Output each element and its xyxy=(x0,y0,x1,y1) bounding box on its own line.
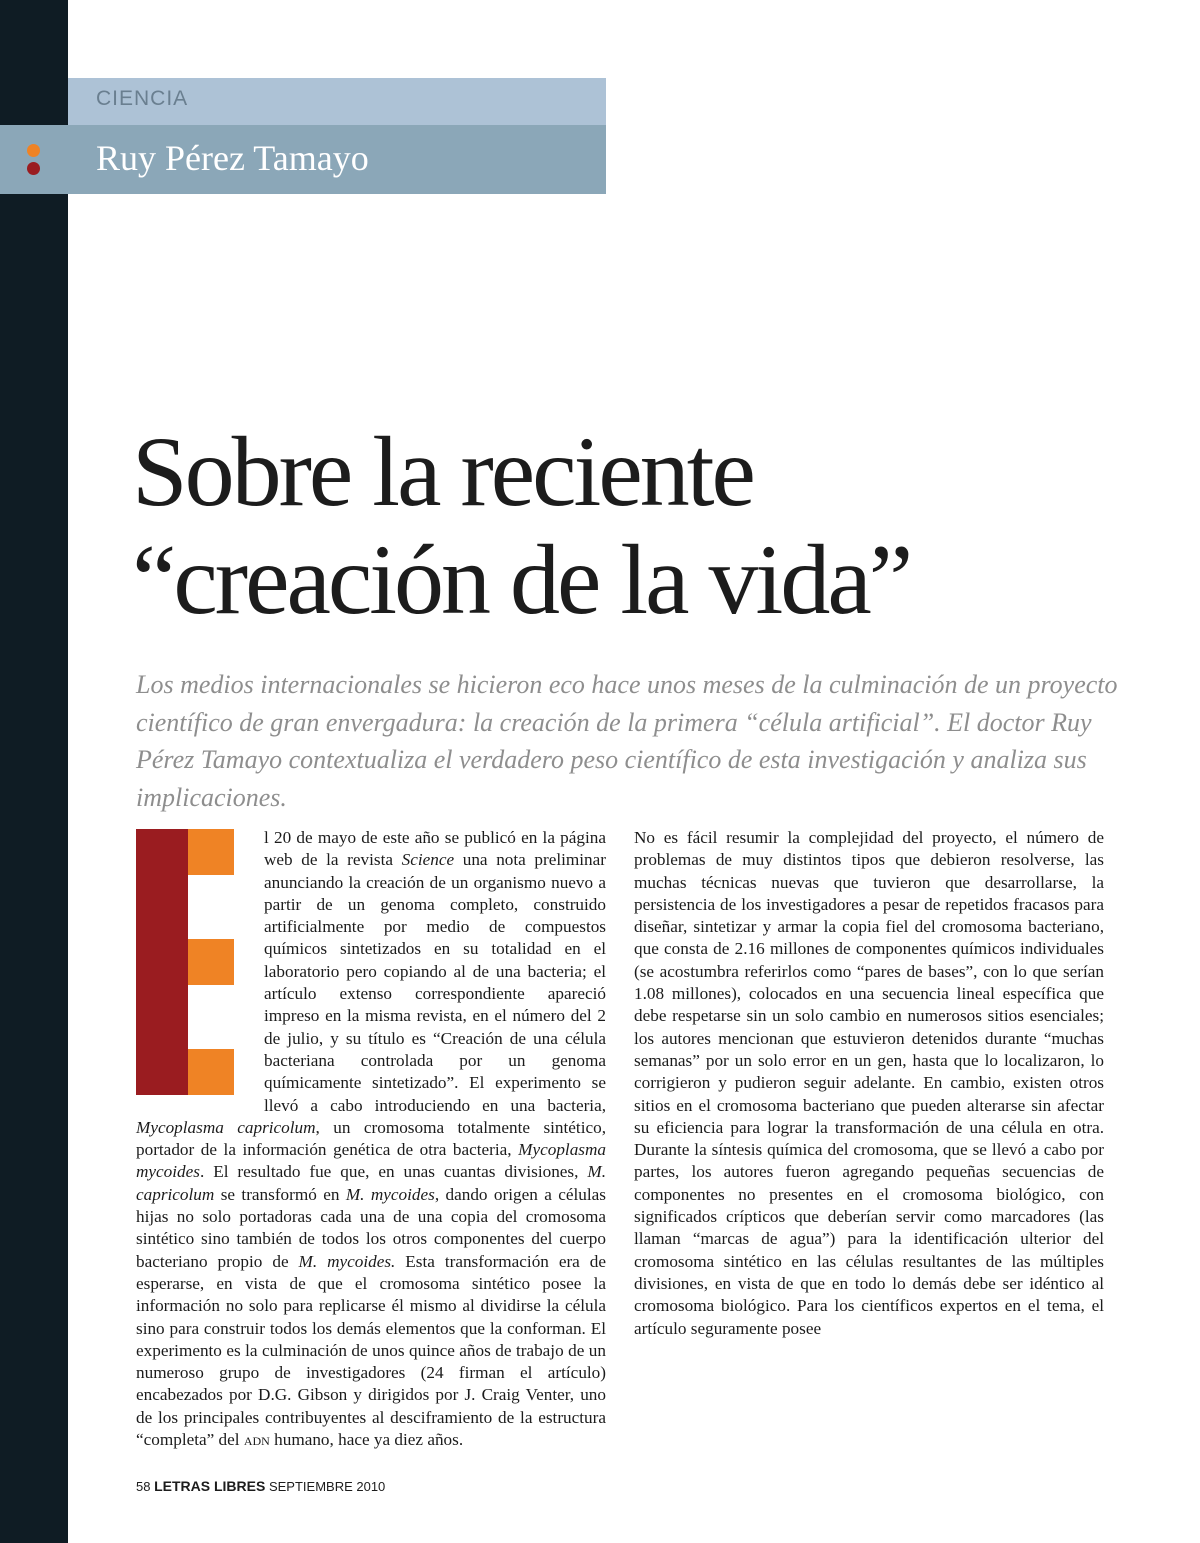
drop-cap-arm-bottom xyxy=(188,1049,234,1095)
orange-dot-icon xyxy=(27,144,40,157)
issue-date: SEPTIEMBRE 2010 xyxy=(268,1479,386,1494)
section-label: CIENCIA xyxy=(96,87,189,110)
red-dot-icon xyxy=(27,162,40,175)
left-sidebar-bar xyxy=(0,0,68,1543)
drop-cap-arm-top xyxy=(188,829,234,875)
page-footer xyxy=(136,1478,385,1494)
section-band xyxy=(68,78,606,125)
magazine-name: LETRAS LIBRES xyxy=(154,1478,266,1494)
sidebar-tab xyxy=(0,125,68,194)
standfirst: Los medios internacionales se hicieron eco hace unos meses de la culminación de un proyecto científico de gran envergadura: la creación de la primera “célula artificial”. El doctor Ruy Pérez Tamayo contextualiza el verdadero peso científico de esta investigación y analiza sus implicaciones. xyxy=(136,670,1118,812)
page-number: 58 xyxy=(136,1479,151,1494)
title-line-2: “creación de la vida” xyxy=(132,524,911,635)
article-title xyxy=(132,418,1152,634)
author-name: Ruy Pérez Tamayo xyxy=(96,138,369,178)
paragraph-1: l 20 de mayo de este año se publicó en la página web de la revista Science una nota preliminar anunciando la creación de un organismo nuevo a partir de un genoma completo, construido artificialmente por medio de compuestos químicos sintetizados en su totalidad en el laboratorio pero copiando al de una bacteria; el artículo extenso correspondiente apareció impreso en la misma revista, en el número del 2 de julio, y su título es “Creación de una célula bacteriana controlada por un genoma químicamente sintetizado”. El experimento se llevó a cabo introduciendo en una bacteria, Mycoplasma capricolum, un cromosoma totalmente sintético, portador de la información genética de otra bacteria, Mycoplasma mycoides. El resultado fue que, en unas cuantas divisiones, M. capricolum se transformó en M. mycoides, dando origen a células hijas no solo portadoras cada una de una copia del cromosoma sintético sino también de todos los otros componentes del cuerpo bacteriano propio de M. mycoides. Esta transformación era de esperarse, en vista de que el cromosoma sintético posee la información no solo para replicarse él mismo al dividirse la célula sino para construir todos los demás elementos que la conforman. El experimento es la culminación de unos quince años de trabajo de un numeroso grupo de investigadores (24 firman el artículo) encabezados por D.G. Gibson y dirigidos por J. Craig Venter, uno de los principales contribuyentes al desciframiento de la estructura “completa” del adn humano, hace ya diez años. xyxy=(136,828,607,1450)
article-body-continued xyxy=(634,827,1104,1340)
article-body xyxy=(136,827,606,1451)
drop-cap-stem xyxy=(136,829,188,1095)
drop-cap-letter-e xyxy=(136,829,234,1095)
author-band xyxy=(68,125,606,194)
paragraph-2-continued: No es fácil resumir la complejidad del proyecto, el número de problemas de muy distintos tipos que debieron resolverse, las muchas técnicas nuevas que tuvieron que desarrollarse, la persistencia de los investigadores a pesar de repetidos fracasos para diseñar, sintetizar y armar la copia fiel del cromosoma bacteriano, que consta de 2.16 millones de componentes químicos individuales (se acostumbra referirlos como “pares de bases”, con lo que serían 1.08 millones), colocados en una secuencia lineal específica que debe respetarse sin un solo cambio en numerosos sitios esenciales; los autores mencionan que estuvieron detenidos durante “muchas semanas” por un solo error en un gen, hasta que lo localizaron, lo corrigieron y pudieron seguir adelante. En cambio, existen otros sitios en el cromosoma bacteriano que pueden alterarse sin afectar su eficiencia para lograr la transformación de una célula en otra. Durante la síntesis química del cromosoma, que se llevó a cabo por partes, los autores fueron agregando pequeñas secuencias de componentes no presentes en el cromosoma biológico, con significados crípticos que deberían servir como marcadores (las llaman “marcas de agua”) para la identificación ulterior del cromosoma sintético en las células resultantes de las múltiples divisiones, en vista de que en todo lo demás debe ser idéntico al cromosoma biológico. Para los científicos expertos en el tema, el artículo seguramente posee xyxy=(634,828,1104,1338)
title-line-1: Sobre la reciente xyxy=(132,416,753,527)
drop-cap-arm-middle xyxy=(188,939,234,985)
